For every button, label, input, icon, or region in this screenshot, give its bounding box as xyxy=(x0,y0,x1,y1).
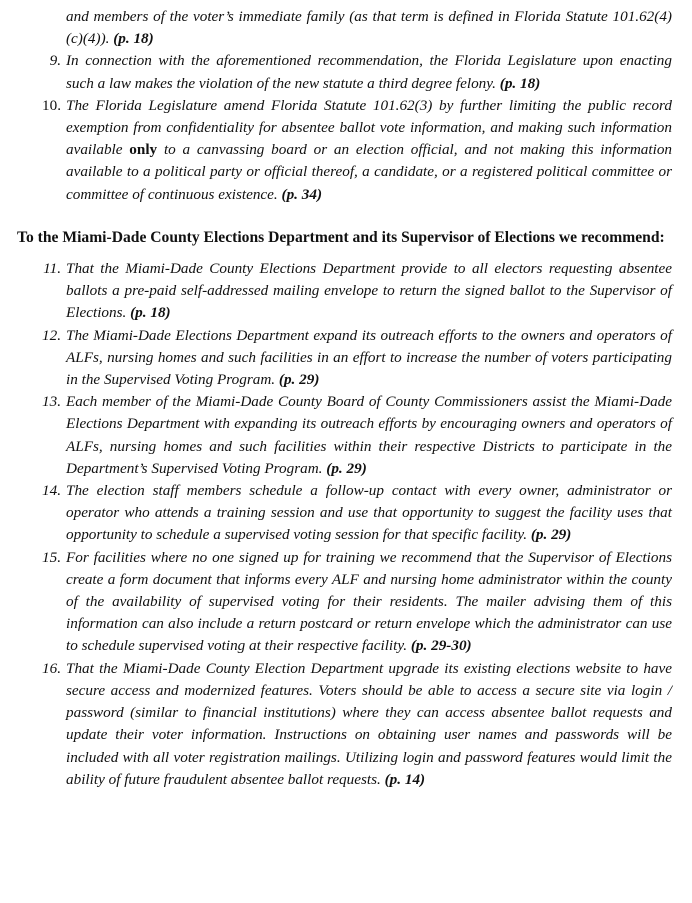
page-citation: (p. 29) xyxy=(530,526,572,544)
section-heading: To the Miami-Dade County Elections Department and its Supervisor of Elections we recommend: xyxy=(17,228,665,246)
item-number: 16. xyxy=(42,659,61,677)
item-text: That the Miami-Dade County Election Department upgrade its existing elections website to have secure access and modernized features. Voters should be able to access a secure site via login / password (similar to financial institutions) where they can access absentee ballot requests and update their voter information. Instructions on obtaining user names and passwords will be included with all voter registration mailings. Utilizing login and password features would limit the ability of future fraudulent absentee ballot requests. xyxy=(66,659,672,788)
item-number: 14. xyxy=(42,482,61,500)
page-citation: (p. 29) xyxy=(326,459,367,477)
item-number: 15. xyxy=(42,548,61,566)
item-number: 10. xyxy=(42,96,61,114)
recommendation-item-13 xyxy=(17,391,672,480)
recommendation-item-14 xyxy=(17,480,672,547)
page-citation: (p. 18) xyxy=(113,30,154,48)
item-text: The election staff members schedule a follow-up contact with every owner, administrator or operator who attends a training session and use that opportunity to suggest the facility uses that opportunity to schedule a supervised voting session for that specific facility. xyxy=(66,482,672,544)
item-text: That the Miami-Dade County Elections Department provide to all electors requesting absentee ballots a pre-paid self-addressed mailing envelope to return the signed ballot to the Supervisor of Elections. xyxy=(66,260,672,322)
item-number: 11. xyxy=(43,260,61,278)
item-text: The Miami-Dade Elections Department expand its outreach efforts to the owners and operators of ALFs, nursing homes and such facilities in an effort to increase the number of voters participating in the Supervised Voting Program. xyxy=(66,326,672,389)
page-citation: (p. 18) xyxy=(499,74,541,92)
recommendation-item-11 xyxy=(17,258,672,325)
page-citation: (p. 34) xyxy=(281,185,323,203)
recommendation-item-12 xyxy=(17,325,672,392)
recommendation-item-9 xyxy=(17,50,672,94)
recommendation-item-16 xyxy=(17,658,672,791)
page-citation: (p. 18) xyxy=(130,304,171,322)
item-text-continued: to a canvassing board or an election official, and not making this information available to a political party or official thereof, a candidate, or a registered political committee or committee of continuous existence. xyxy=(66,141,673,203)
recommendation-item-10 xyxy=(17,95,672,206)
item-text: In connection with the aforementioned recommendation, the Florida Legislature upon enacting such a law makes the violation of the new statute a third degree felony. xyxy=(66,52,672,92)
item-number: 13. xyxy=(42,393,61,411)
item-text: The Florida Legislature amend Florida Statute 101.62(3) by further limiting the public record exemption from confidentiality for absentee ballot vote information, and making such information available xyxy=(66,96,672,159)
page-citation: (p. 14) xyxy=(384,770,426,788)
recommendation-item-15 xyxy=(17,547,672,658)
item-number: 9. xyxy=(49,52,61,70)
item-text: and members of the voter’s immediate family (as that term is defined in Florida Statute 101.62(4)(c)(4)). xyxy=(66,8,672,48)
page-citation: (p. 29) xyxy=(278,371,320,389)
item-number: 12. xyxy=(42,326,61,344)
item-8-continuation xyxy=(17,6,672,50)
emphasis-only: only xyxy=(129,141,158,159)
item-text: For facilities where no one signed up for training we recommend that the Supervisor of Elections create a form document that informs every ALF and nursing home administrator within the county of the availability of supervised voting for their residents. The mailer advising them of this information can also include a return postcard or return envelope which the administrator can use to schedule supervised voting at their respective facility. xyxy=(66,548,672,655)
item-text: Each member of the Miami-Dade County Board of County Commissioners assist the Miami-Dade Elections Department with expanding its outreach efforts by encouraging owners and operators of ALFs, nursing homes and such facilities within their respective Districts to participate in the Department’s Supervised Voting Program. xyxy=(66,393,672,477)
page-citation: (p. 29-30) xyxy=(410,637,472,655)
